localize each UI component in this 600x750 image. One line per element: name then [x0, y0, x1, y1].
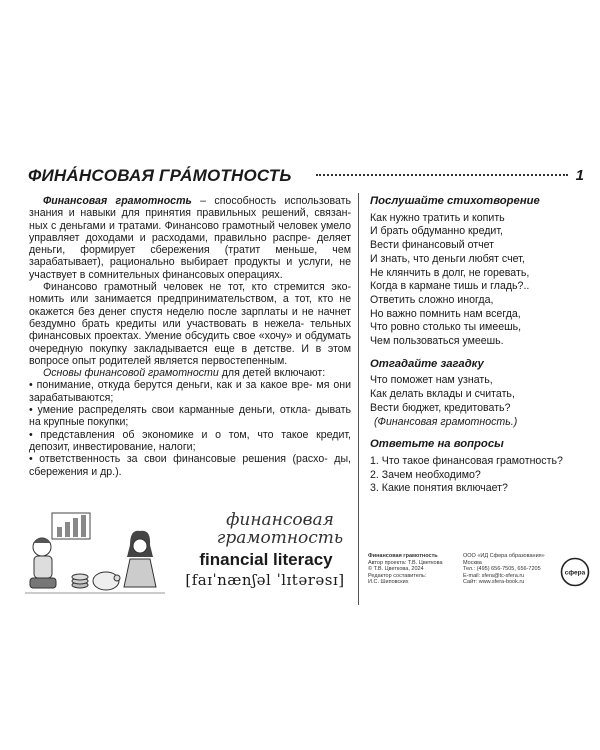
question-item: 1. Что такое финансовая грамотность? — [370, 454, 563, 467]
intro-paragraph-1: Финансовая грамотность – способность использовать знания и навыки для принятия правильных решений, связан- ных с деньгами и тратами. Финансово грамотный человек умело управляет доходами и расходами, правильно распре- деляет деньги, формирует сбережения (тратит меньше, чем зарабатывает), рационально выбирает продукты и услуги, не участвует в сомнительных финансовых операциях. — [29, 195, 351, 281]
riddle-line: Что поможет нам узнать, — [370, 374, 493, 387]
term-english: financial literacy — [199, 550, 333, 569]
title-row — [28, 166, 584, 188]
right-column — [370, 195, 590, 496]
poem-line: И брать обдуманно кредит, — [370, 225, 503, 238]
imprint-col-1: Финансовая грамотность Автор проекта: Т.В. Цветкова © Т.В. Цветкова, 2024 Редактор составитель: И.С. Шиповских — [368, 553, 443, 586]
publisher-logo — [560, 557, 590, 587]
logo-text: сфера — [564, 569, 586, 577]
bullet-item: • ответственность за свои финансовые решения (расхо- ды, сбережения и др.). — [29, 453, 352, 478]
children-money-illustration — [20, 507, 170, 602]
riddle — [370, 374, 590, 429]
riddle-heading: Отгадайте загадку — [370, 357, 484, 370]
basics-lead: Основы финансовой грамотности для детей включают: — [43, 367, 326, 380]
term-transcription: [faɪˈnænʃəl ˈlɪtərəsɪ] — [185, 571, 345, 589]
bullet-item: • представления об экономике и о том, что такое кредит, депозит, инвестирование, налоги; — [29, 428, 351, 453]
imprint-col-2: ООО «ИД Сфера образования» Москва Тел.: (495) 656-7505, 656-7205 E-mail: sfera@tc-sfera.ru Сайт: www.sfera-book.ru — [463, 553, 545, 586]
page-title: ФИНА́НСОВАЯ ГРА́МОТНОСТЬ — [28, 166, 292, 185]
poem-line: Вести финансовый отчет — [370, 239, 495, 252]
poem-line: Когда в кармане тишь и гладь?.. — [370, 280, 530, 293]
poem — [370, 212, 590, 349]
poem-line: Чем пользоваться умеешь. — [370, 335, 504, 348]
question-item: 2. Зачем необходимо? — [370, 468, 481, 481]
card — [0, 155, 600, 610]
bullet-item: • умение распределять свои карманные деньги, отклa- дывать на крупные покупки; — [29, 404, 351, 429]
bullet-item: • понимание, откуда берутся деньги, как и за какое вре- мя они зарабатываются; — [29, 379, 352, 404]
page-number: 1 — [575, 167, 584, 184]
poem-line: Как нужно тратить и копить — [370, 211, 505, 224]
poem-line: И знать, что деньги любят счет, — [370, 252, 525, 265]
riddle-line: Как делать вклады и считать, — [370, 388, 515, 401]
poem-line: Но важно помнить нам всегда, — [370, 307, 521, 320]
poem-heading: Послушайте стихотворение — [370, 195, 540, 207]
poem-line: Не клянчить в долг, не горевать, — [370, 266, 530, 279]
poem-line: Ответить сложно иногда, — [370, 293, 494, 306]
term-highlight: Финансовая грамотность — [43, 195, 192, 207]
intro-paragraph-2: Финансово грамотный человек не тот, кто стремится эко- номить или занимается предпринимательством, а тот, кто не окажется без денег спустя неделю после зарплаты и не начнет бездумно брать кредиты или участвовать в нежела- тельных финансовых проектах. Умение обсудить свое «хочу» и обдумать очередную покупку закладывается еще в детстве. И в этом вопросе опыт родителей является первостепенным. — [29, 281, 352, 367]
term-script: финансовая грамотность — [216, 510, 344, 548]
intro-text — [29, 195, 351, 478]
questions-list — [370, 455, 590, 496]
title-leader-dots — [316, 174, 568, 176]
poem-line: Что ровно столько ты имеешь, — [370, 321, 522, 334]
questions-heading: Ответьте на вопросы — [370, 438, 504, 451]
column-divider — [358, 193, 359, 605]
riddle-answer: (Финансовая грамотность.) — [374, 415, 518, 428]
question-item: 3. Какие понятия включает? — [370, 482, 508, 495]
riddle-line: Вести бюджет, кредитовать? — [370, 401, 511, 414]
